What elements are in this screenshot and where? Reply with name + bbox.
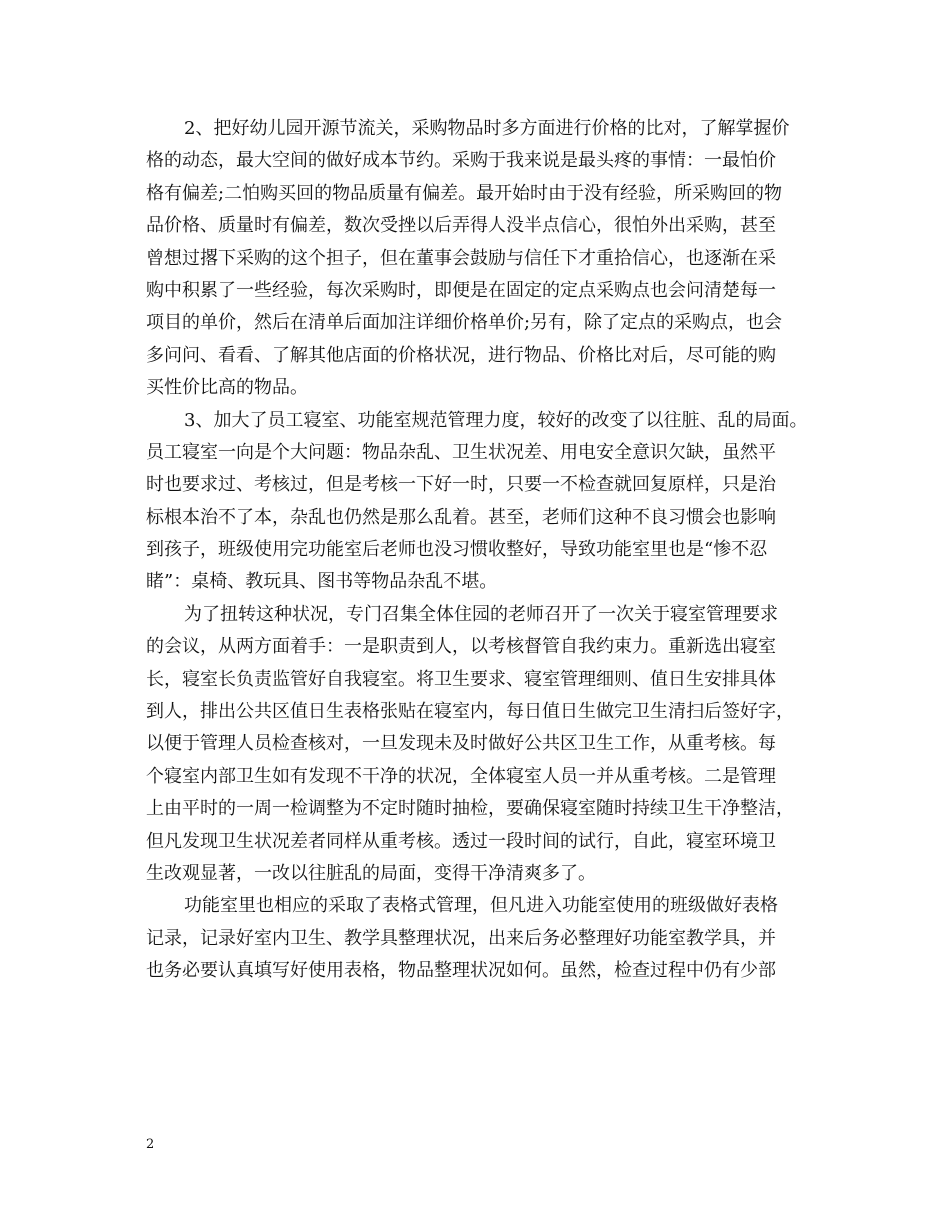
page-number: 2: [146, 1137, 155, 1152]
text-line: 3、加大了员工寝室、功能室规范管理力度，较好的改变了以往脏、乱的局面。: [184, 409, 808, 431]
text-line: 但凡发现卫生状况差者同样从重考核。透过一段时间的试行，自此，寝室环境卫: [146, 830, 776, 852]
text-line: 到人，排出公共区值日生表格张贴在寝室内，每日值日生做完卫生清扫后签好字，: [146, 701, 794, 723]
text-line: 项目的单价，然后在清单后面加注详细价格单价;另有，除了定点的采购点，也会: [146, 312, 783, 334]
text-line: 2、把好幼儿园开源节流关，采购物品时多方面进行价格的比对，了解掌握价: [184, 118, 790, 139]
text-line: 时也要求过、考核过，但是考核一下好一时，只要一不检查就回复原样，只是治: [146, 474, 776, 496]
text-line: 记录，记录好室内卫生、教学具整理状况，出来后务必整理好功能室教学具，并: [146, 927, 776, 949]
text-line: 购中积累了一些经验，每次采购时，即便是在固定的定点采购点也会问清楚每一: [146, 279, 776, 301]
text-line: 多问问、看看、了解其他店面的价格状况，进行物品、价格比对后，尽可能的购: [146, 344, 776, 366]
text-line: 的会议，从两方面着手：一是职责到人，以考核督管自我约束力。重新选出寝室: [146, 636, 776, 658]
text-line: 个寝室内部卫生如有发现不干净的状况，全体寝室人员一并从重考核。二是管理: [146, 765, 776, 787]
paragraph-2-procurement: [146, 113, 826, 405]
text-line: 员工寝室一向是个大问题：物品杂乱、卫生状况差、用电安全意识欠缺，虽然平: [146, 441, 776, 463]
text-line: 品价格、质量时有偏差，数次受挫以后弄得人没半点信心，很怕外出采购，甚至: [146, 215, 776, 237]
text-line: 功能室里也相应的采取了表格式管理，但凡进入功能室使用的班级做好表格: [184, 895, 778, 917]
body-text: [146, 113, 826, 988]
text-line: 睹”：桌椅、教玩具、图书等物品杂乱不堪。: [146, 571, 498, 593]
text-line: 到孩子，班级使用完功能室后老师也没习惯收整好，导致功能室里也是“惨不忍: [146, 539, 768, 561]
text-line: 曾想过撂下采购的这个担子，但在董事会鼓励与信任下才重拾信心，也逐渐在采: [146, 247, 776, 269]
text-line: 买性价比高的物品。: [146, 377, 308, 399]
text-line: 标根本治不了本，杂乱也仍然是那么乱着。甚至，老师们这种不良习惯会也影响: [146, 506, 776, 528]
text-line: 格的动态，最大空间的做好成本节约。采购于我来说是最头疼的事情：一最怕价: [146, 150, 776, 172]
text-line: 上由平时的一周一检调整为不定时随时抽检，要确保寝室随时持续卫生干净整洁，: [146, 798, 794, 820]
text-line: 以便于管理人员检查核对，一旦发现未及时做好公共区卫生工作，从重考核。每: [146, 733, 776, 755]
paragraph-3-dormitory: [146, 405, 826, 599]
text-line: 为了扭转这种状况，专门召集全体住园的老师召开了一次关于寝室管理要求: [184, 603, 778, 625]
paragraph-meeting: [146, 599, 826, 891]
text-line: 也务必要认真填写好使用表格，物品整理状况如何。虽然，检查过程中仍有少部: [146, 960, 776, 982]
text-line: 生改观显著，一改以往脏乱的局面，变得干净清爽多了。: [146, 862, 596, 884]
text-line: 格有偏差;二怕购买回的物品质量有偏差。最开始时由于没有经验，所采购回的物: [146, 182, 783, 204]
paragraph-function-room: [146, 890, 826, 987]
text-line: 长，寝室长负责监管好自我寝室。将卫生要求、寝室管理细则、值日生安排具体: [146, 668, 776, 690]
